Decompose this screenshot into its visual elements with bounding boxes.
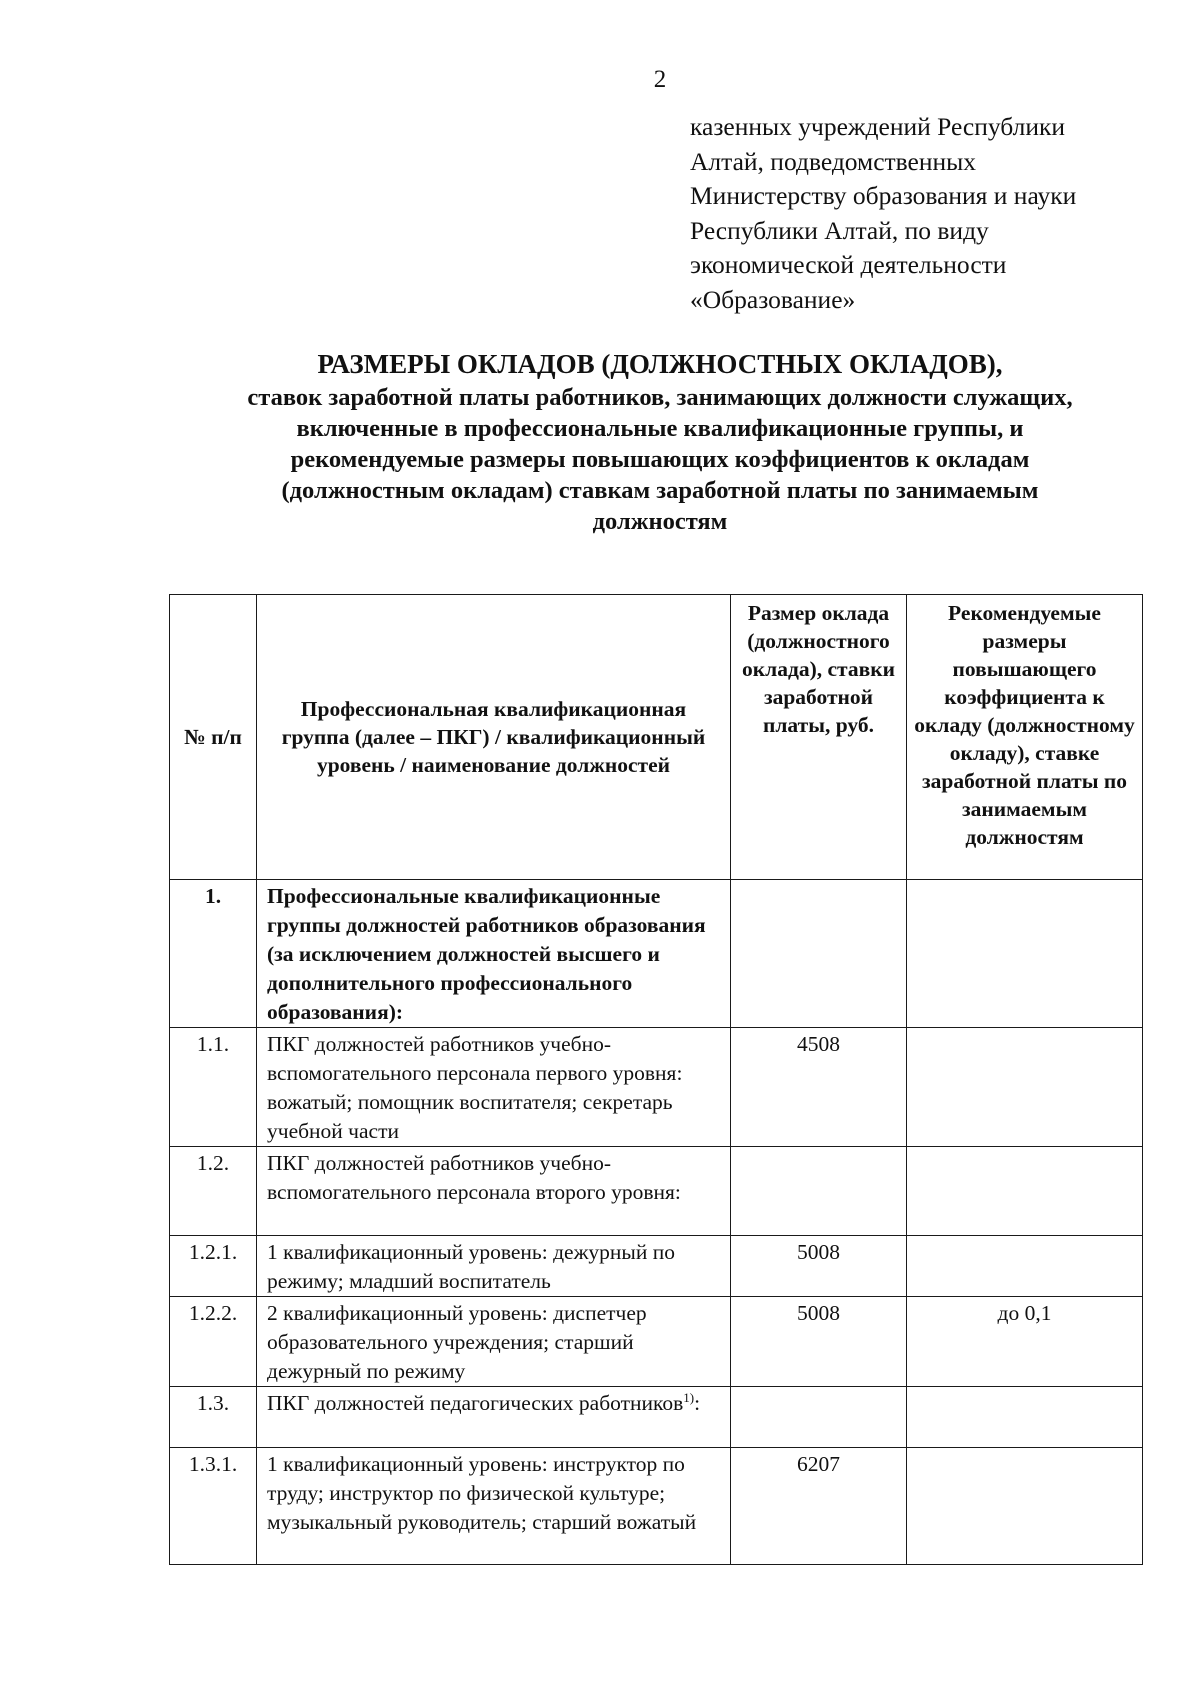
header-name: Профессиональная квалификационная группа (далее – ПКГ) / квалификационный уровень / наименование должностей bbox=[257, 595, 731, 880]
row-salary: 5008 bbox=[731, 1297, 907, 1387]
row-salary bbox=[731, 1387, 907, 1448]
row-coef bbox=[907, 1387, 1143, 1448]
row-salary: 5008 bbox=[731, 1236, 907, 1297]
table-header-row bbox=[170, 595, 1143, 880]
header-line: экономической деятельности bbox=[690, 250, 1007, 279]
document-header bbox=[690, 110, 1170, 317]
row-coef bbox=[907, 880, 1143, 1028]
row-name: 1 квалификационный уровень: инструктор по труду; инструктор по физической культуре; музыкальный руководитель; старший вожатый bbox=[257, 1448, 731, 1565]
table-row bbox=[170, 1028, 1143, 1147]
row-name: Профессиональные квалификационные группы должностей работников образования (за исключением должностей высшего и дополнительного профессионального образования): bbox=[257, 880, 731, 1028]
row-num: 1.2. bbox=[170, 1147, 257, 1236]
row-coef bbox=[907, 1147, 1143, 1236]
row-salary: 4508 bbox=[731, 1028, 907, 1147]
title-line: рекомендуемые размеры повышающих коэффициентов к окладам bbox=[290, 446, 1030, 473]
row-num: 1.2.2. bbox=[170, 1297, 257, 1387]
table-row bbox=[170, 1448, 1143, 1565]
row-coef bbox=[907, 1448, 1143, 1565]
header-line: казенных учреждений Республики bbox=[690, 112, 1066, 141]
title-line: включенные в профессиональные квалификационные группы, и bbox=[296, 415, 1024, 442]
title-main: РАЗМЕРЫ ОКЛАДОВ (ДОЛЖНОСТНЫХ ОКЛАДОВ), bbox=[317, 349, 1003, 379]
table-row bbox=[170, 1387, 1143, 1448]
title-line: должностям bbox=[592, 508, 728, 535]
title-line: ставок заработной платы работников, занимающих должности служащих, bbox=[247, 384, 1073, 411]
page-number: 2 bbox=[653, 66, 667, 93]
title-line: (должностным окладам) ставкам заработной платы по занимаемым bbox=[281, 477, 1039, 504]
header-line: Министерству образования и науки bbox=[690, 181, 1077, 210]
row-salary: 6207 bbox=[731, 1448, 907, 1565]
document-title bbox=[150, 347, 1170, 537]
row-coef bbox=[907, 1236, 1143, 1297]
row-name: 2 квалификационный уровень: диспетчер образовательного учреждения; старший дежурный по режиму bbox=[257, 1297, 731, 1387]
row-coef bbox=[907, 1028, 1143, 1147]
table-row bbox=[170, 1147, 1143, 1236]
header-line: «Образование» bbox=[690, 284, 856, 314]
row-num: 1.1. bbox=[170, 1028, 257, 1147]
row-num: 1.2.1. bbox=[170, 1236, 257, 1297]
row-num: 1.3. bbox=[170, 1387, 257, 1448]
table-row bbox=[170, 1297, 1143, 1387]
row-num: 1. bbox=[170, 880, 257, 1028]
table-row bbox=[170, 880, 1143, 1028]
row-name: ПКГ должностей работников учебно-вспомогательного персонала второго уровня: bbox=[257, 1147, 731, 1236]
salary-table bbox=[169, 594, 1143, 1565]
footnote-marker: 1) bbox=[683, 1389, 695, 1405]
table-row bbox=[170, 1236, 1143, 1297]
row-coef: до 0,1 bbox=[907, 1297, 1143, 1387]
row-name: 1 квалификационный уровень: дежурный по режиму; младший воспитатель bbox=[257, 1236, 731, 1297]
header-num: № п/п bbox=[170, 595, 257, 880]
header-line: Алтай, подведомственных bbox=[690, 146, 977, 176]
row-name: ПКГ должностей работников учебно-вспомогательного персонала первого уровня: вожатый; помощник воспитателя; секретарь учебной части bbox=[257, 1028, 731, 1147]
row-name-tail: : bbox=[694, 1391, 701, 1415]
row-salary bbox=[731, 1147, 907, 1236]
row-name-cell bbox=[257, 1387, 731, 1448]
row-num: 1.3.1. bbox=[170, 1448, 257, 1565]
header-salary: Размер оклада (должностного оклада), ставки заработной платы, руб. bbox=[731, 595, 907, 880]
row-salary bbox=[731, 880, 907, 1028]
header-line: Республики Алтай, по виду bbox=[690, 215, 989, 245]
row-name: ПКГ должностей педагогических работников bbox=[267, 1391, 684, 1415]
header-coef: Рекомендуемые размеры повышающего коэффициента к окладу (должностному окладу), ставке заработной платы по занимаемым должностям bbox=[907, 595, 1143, 880]
